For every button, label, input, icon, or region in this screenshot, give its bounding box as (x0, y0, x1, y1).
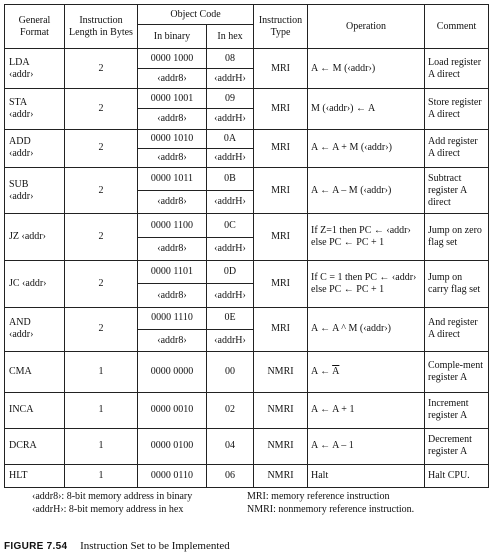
cell-comment: Subtract register A direct (425, 167, 489, 214)
note-nmri: NMRI: nonmemory reference instruction. (247, 504, 415, 515)
cell-format (5, 129, 65, 167)
note-addr8: ‹addr8›: 8-bit memory address in binary (32, 491, 193, 502)
cell-length: 2 (65, 307, 138, 352)
cell-binary: 0000 1000 (138, 49, 207, 69)
cell-hex-address: ‹addrH› (207, 148, 254, 167)
cell-operation (308, 464, 425, 487)
cell-operation (308, 214, 425, 261)
cell-operation (308, 307, 425, 352)
cell-binary-address: ‹addr8› (138, 148, 207, 167)
cell-format (5, 214, 65, 261)
cell-format (5, 428, 65, 464)
cell-comment: Increment register A (425, 392, 489, 428)
format-mnemonic: AND (9, 317, 31, 329)
cell-binary-address: ‹addr8› (138, 329, 207, 351)
note-mri: MRI: memory reference instruction (247, 491, 390, 502)
table-row (5, 464, 489, 487)
header-object-code: Object Code (138, 5, 254, 25)
cell-format (5, 307, 65, 352)
operation-text: A ← A + M (‹addr›) (311, 142, 392, 154)
cell-length: 2 (65, 167, 138, 214)
table-row (5, 129, 489, 148)
cell-comment: Add register A direct (425, 129, 489, 167)
cell-hex: 04 (207, 428, 254, 464)
cell-hex: 0D (207, 261, 254, 284)
cell-comment: Comple-ment register A (425, 352, 489, 392)
cell-length: 2 (65, 261, 138, 308)
cell-hex: 02 (207, 392, 254, 428)
format-mnemonic: HLT (9, 469, 28, 481)
footnotes (32, 490, 488, 516)
format-mnemonic: CMA (9, 365, 32, 377)
cell-binary: 0000 1100 (138, 214, 207, 237)
operation-text: A ← (311, 365, 333, 377)
table-row (5, 49, 489, 69)
cell-format (5, 352, 65, 392)
cell-comment: Jump on zero flag set (425, 214, 489, 261)
cell-operation (308, 261, 425, 308)
table-row (5, 392, 489, 428)
cell-comment: Decrement register A (425, 428, 489, 464)
cell-format (5, 49, 65, 89)
cell-type: MRI (254, 261, 308, 308)
cell-length: 1 (65, 352, 138, 392)
cell-comment: Halt CPU. (425, 464, 489, 487)
operation-text: If C = 1 then PC ← ‹addr› else PC ← PC + 1 (311, 271, 417, 295)
operation-complement: $\overline{A}$ (332, 365, 340, 377)
cell-type: MRI (254, 129, 308, 167)
cell-format (5, 464, 65, 487)
cell-type: MRI (254, 49, 308, 89)
header-comment: Comment (425, 5, 489, 49)
figure-caption (4, 540, 230, 552)
cell-hex-address: ‹addrH› (207, 191, 254, 214)
cell-binary: 0000 1010 (138, 129, 207, 148)
cell-binary-address: ‹addr8› (138, 109, 207, 129)
cell-binary: 0000 0110 (138, 464, 207, 487)
cell-hex: 0E (207, 307, 254, 329)
cell-comment: Jump on carry flag set (425, 261, 489, 308)
cell-format (5, 167, 65, 214)
format-operand: ‹addr› (9, 148, 34, 160)
cell-hex-address: ‹addrH› (207, 329, 254, 351)
table-row (5, 352, 489, 392)
cell-type: MRI (254, 89, 308, 129)
cell-length: 1 (65, 428, 138, 464)
format-mnemonic: ADD (9, 136, 31, 148)
cell-operation (308, 392, 425, 428)
format-operand: ‹addr› (9, 329, 34, 341)
cell-format (5, 392, 65, 428)
cell-comment: Load register A direct (425, 49, 489, 89)
cell-binary: 0000 0000 (138, 352, 207, 392)
cell-binary-address: ‹addr8› (138, 284, 207, 307)
operation-text: A ← A – 1 (311, 440, 354, 452)
cell-binary-address: ‹addr8› (138, 237, 207, 260)
operation-text: Halt (311, 469, 329, 481)
cell-format (5, 261, 65, 308)
table-row (5, 428, 489, 464)
table-row (5, 167, 489, 190)
cell-format (5, 89, 65, 129)
operation-text: A ← M (‹addr›) (311, 62, 376, 74)
figure-number: FIGURE 7.54 (4, 541, 68, 552)
cell-hex: 0B (207, 167, 254, 190)
cell-length: 1 (65, 392, 138, 428)
note-addrh: ‹addrH›: 8-bit memory address in hex (32, 504, 184, 515)
cell-operation (308, 428, 425, 464)
cell-binary: 0000 1101 (138, 261, 207, 284)
figure-title: Instruction Set to be Implemented (80, 540, 230, 552)
cell-hex: 06 (207, 464, 254, 487)
cell-type: NMRI (254, 352, 308, 392)
cell-hex-address: ‹addrH› (207, 69, 254, 89)
cell-hex: 0C (207, 214, 254, 237)
cell-length: 1 (65, 464, 138, 487)
cell-hex-address: ‹addrH› (207, 109, 254, 129)
table-row (5, 261, 489, 284)
cell-length: 2 (65, 129, 138, 167)
cell-comment: And register A direct (425, 307, 489, 352)
format-operand: ‹addr› (9, 190, 34, 202)
cell-binary: 0000 1110 (138, 307, 207, 329)
cell-binary-address: ‹addr8› (138, 191, 207, 214)
format-operand: ‹addr› (9, 68, 34, 80)
cell-length: 2 (65, 89, 138, 129)
cell-hex: 0A (207, 129, 254, 148)
header-instruction-type: Instruction Type (254, 5, 308, 49)
header-in-binary: In binary (138, 25, 207, 49)
cell-binary: 0000 1001 (138, 89, 207, 109)
table-row (5, 214, 489, 237)
format-mnemonic: STA (9, 96, 28, 108)
cell-type: NMRI (254, 392, 308, 428)
cell-hex-address: ‹addrH› (207, 284, 254, 307)
cell-length: 2 (65, 214, 138, 261)
instruction-rows (5, 49, 489, 488)
cell-binary-address: ‹addr8› (138, 69, 207, 89)
cell-operation (308, 49, 425, 89)
cell-type: NMRI (254, 464, 308, 487)
format-mnemonic: LDA (9, 56, 30, 68)
header-instruction-length: Instruction Length in Bytes (65, 5, 138, 49)
cell-operation (308, 129, 425, 167)
cell-operation (308, 167, 425, 214)
cell-type: MRI (254, 307, 308, 352)
cell-binary: 0000 0100 (138, 428, 207, 464)
cell-hex: 09 (207, 89, 254, 109)
cell-binary: 0000 0010 (138, 392, 207, 428)
operation-text: A ← A – M (‹addr›) (311, 184, 392, 196)
cell-type: MRI (254, 167, 308, 214)
cell-type: NMRI (254, 428, 308, 464)
format-mnemonic: DCRA (9, 440, 37, 452)
header-general-format: General Format (5, 5, 65, 49)
cell-hex: 08 (207, 49, 254, 69)
format-mnemonic: JZ ‹addr› (9, 231, 46, 243)
format-mnemonic: SUB (9, 178, 29, 190)
cell-hex-address: ‹addrH› (207, 237, 254, 260)
cell-binary: 0000 1011 (138, 167, 207, 190)
cell-comment: Store register A direct (425, 89, 489, 129)
cell-operation (308, 352, 425, 392)
format-mnemonic: JC ‹addr› (9, 277, 47, 289)
operation-text: If Z=1 then PC ← ‹addr› else PC ← PC + 1 (311, 225, 411, 249)
operation-text: A ← A + 1 (311, 404, 355, 416)
format-mnemonic: INCA (9, 404, 34, 416)
format-operand: ‹addr› (9, 108, 34, 120)
cell-hex: 00 (207, 352, 254, 392)
operation-text: A ← A ^ M (‹addr›) (311, 323, 391, 335)
table-row (5, 89, 489, 109)
operation-text: M (‹addr›) ← A (311, 102, 376, 114)
cell-operation (308, 89, 425, 129)
header-in-hex: In hex (207, 25, 254, 49)
cell-type: MRI (254, 214, 308, 261)
cell-length: 2 (65, 49, 138, 89)
header-operation: Operation (308, 5, 425, 49)
instruction-set-table (4, 4, 489, 488)
table-row (5, 307, 489, 329)
